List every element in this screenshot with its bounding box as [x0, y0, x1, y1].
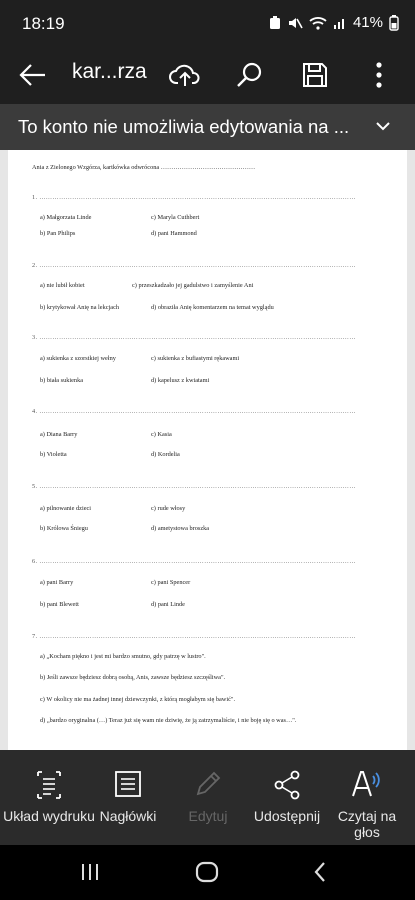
question-line: 4. ………………………………………………………………………………………………………………………………	[32, 408, 356, 415]
quote-option: a) „Kocham piękno i jest mi bardzo smutno, gdy patrzę w lustro".	[40, 653, 206, 660]
question-number: 7.	[32, 633, 38, 640]
status-icons	[269, 14, 399, 31]
bottom-toolbar	[0, 750, 415, 845]
notification-icon	[269, 16, 281, 30]
edit-label: Edytuj	[188, 808, 228, 824]
read-only-banner[interactable]	[0, 104, 415, 150]
question-number: 4.	[32, 408, 38, 415]
question-line: 5. ………………………………………………………………………………………………………………………………	[32, 483, 356, 490]
print-layout-label: Układ wydruku	[3, 808, 95, 824]
answer-option: d) pani Hammond	[151, 230, 197, 237]
answer-option: a) nie lubił kobiet	[40, 282, 85, 289]
save-icon	[301, 61, 329, 89]
search-icon	[235, 61, 263, 89]
share-icon	[273, 770, 301, 800]
back-arrow-icon	[19, 63, 47, 87]
back-button[interactable]	[12, 54, 54, 96]
quote-option: b) Jeśli zawsze będziesz dobrą osobą, Anis, zawsze będziesz szczęśliwa".	[40, 674, 226, 681]
question-number: 5.	[32, 483, 38, 490]
answer-option: c) sukienka z bufiastymi rękawami	[151, 355, 240, 362]
question-line: 1. ………………………………………………………………………………………………………………………………	[32, 194, 356, 201]
answer-option: d) pani Linde	[151, 601, 185, 608]
read-aloud-label: Czytaj na głos	[337, 808, 397, 840]
banner-text: To konto nie umożliwia edytowania na ...	[18, 116, 350, 137]
battery-percent: 41%	[352, 14, 383, 31]
chevron-down-icon[interactable]	[375, 118, 391, 134]
signal-icon	[333, 16, 347, 30]
answer-option: b) biała sukienka	[40, 377, 84, 384]
answer-option: a) Małgorzata Linde	[40, 214, 92, 221]
home-icon[interactable]	[194, 859, 220, 885]
answer-option: d) obraziła Anię komentarzem na temat wyglądu	[151, 304, 274, 311]
app-bar	[0, 46, 415, 104]
answer-option: b) Violetta	[40, 451, 67, 458]
document-header: Ania z Zielonego Wzgórza, kartkówka odwrócona ………………………………………	[32, 164, 256, 171]
answer-option: c) rude włosy	[151, 505, 186, 512]
answer-option: a) Diana Barry	[40, 431, 78, 438]
answer-option: c) Maryla Cuthbert	[151, 214, 200, 221]
cloud-upload-icon	[169, 62, 201, 88]
question-number: 6.	[32, 558, 38, 565]
document-viewport[interactable]	[0, 150, 415, 750]
more-vertical-icon	[375, 62, 383, 88]
print-layout-icon	[36, 770, 62, 800]
battery-icon	[389, 15, 399, 31]
answer-option: d) ametystowa broszka	[151, 525, 210, 532]
question-line: 7. ………………………………………………………………………………………………………………………………	[32, 633, 356, 640]
edit-button[interactable]	[166, 750, 250, 845]
read-aloud-icon	[351, 770, 383, 798]
quote-option: d) „bardzo oryginalna (…) Teraz już się wam nie dziwię, że ją zatrzymaliście, i nie boję się o was…".	[40, 717, 297, 724]
question-number: 1.	[32, 194, 38, 201]
answer-option: c) pani Spencer	[151, 579, 191, 586]
answer-option: c) przeszkadzało jej gadulstwo i zamyślenie Ani	[132, 282, 254, 289]
read-aloud-button[interactable]	[332, 750, 402, 845]
question-number: 2.	[32, 262, 38, 269]
answer-option: d) Kordelia	[151, 451, 180, 458]
mute-icon	[287, 16, 303, 30]
answer-option: a) pilnowanie dzieci	[40, 505, 92, 512]
question-line: 6. ………………………………………………………………………………………………………………………………	[32, 558, 356, 565]
status-time: 18:19	[22, 14, 65, 33]
share-label: Udostępnij	[253, 808, 321, 824]
upload-button[interactable]	[164, 54, 206, 96]
recent-apps-icon[interactable]	[80, 859, 100, 885]
quote-option: c) W okolicy nie ma żadnej innej dziewczynki, z którą mogłabym się bawić".	[40, 696, 236, 703]
answer-option: a) sukienka z szorstkiej wełny	[40, 355, 116, 362]
headings-label: Nagłówki	[99, 808, 157, 824]
headings-button[interactable]	[82, 750, 174, 845]
answer-option: b) pani Blewett	[40, 601, 79, 608]
headings-icon	[114, 770, 142, 798]
share-button[interactable]	[242, 750, 332, 845]
question-number: 3.	[32, 334, 38, 341]
pencil-icon	[194, 770, 222, 798]
answer-option: b) Pan Philips	[40, 230, 76, 237]
answer-option: b) krytykował Anię na lekcjach	[40, 304, 120, 311]
more-options-button[interactable]	[358, 54, 400, 96]
document-page	[8, 150, 407, 750]
answer-option: c) Kasia	[151, 431, 172, 438]
search-button[interactable]	[228, 54, 270, 96]
answer-option: d) kapelusz z kwiatami	[151, 377, 210, 384]
save-button[interactable]	[294, 54, 336, 96]
document-title[interactable]: kar...rza	[72, 60, 147, 83]
system-navigation-bar	[0, 845, 415, 900]
status-bar	[0, 0, 415, 46]
question-line: 2. ………………………………………………………………………………………………………………………………	[32, 262, 356, 269]
question-line: 3. ………………………………………………………………………………………………………………………………	[32, 334, 356, 341]
answer-option: b) Królowa Śniegu	[40, 525, 88, 532]
back-nav-icon[interactable]	[312, 859, 328, 885]
answer-option: a) pani Barry	[40, 579, 74, 586]
wifi-icon	[309, 16, 327, 30]
